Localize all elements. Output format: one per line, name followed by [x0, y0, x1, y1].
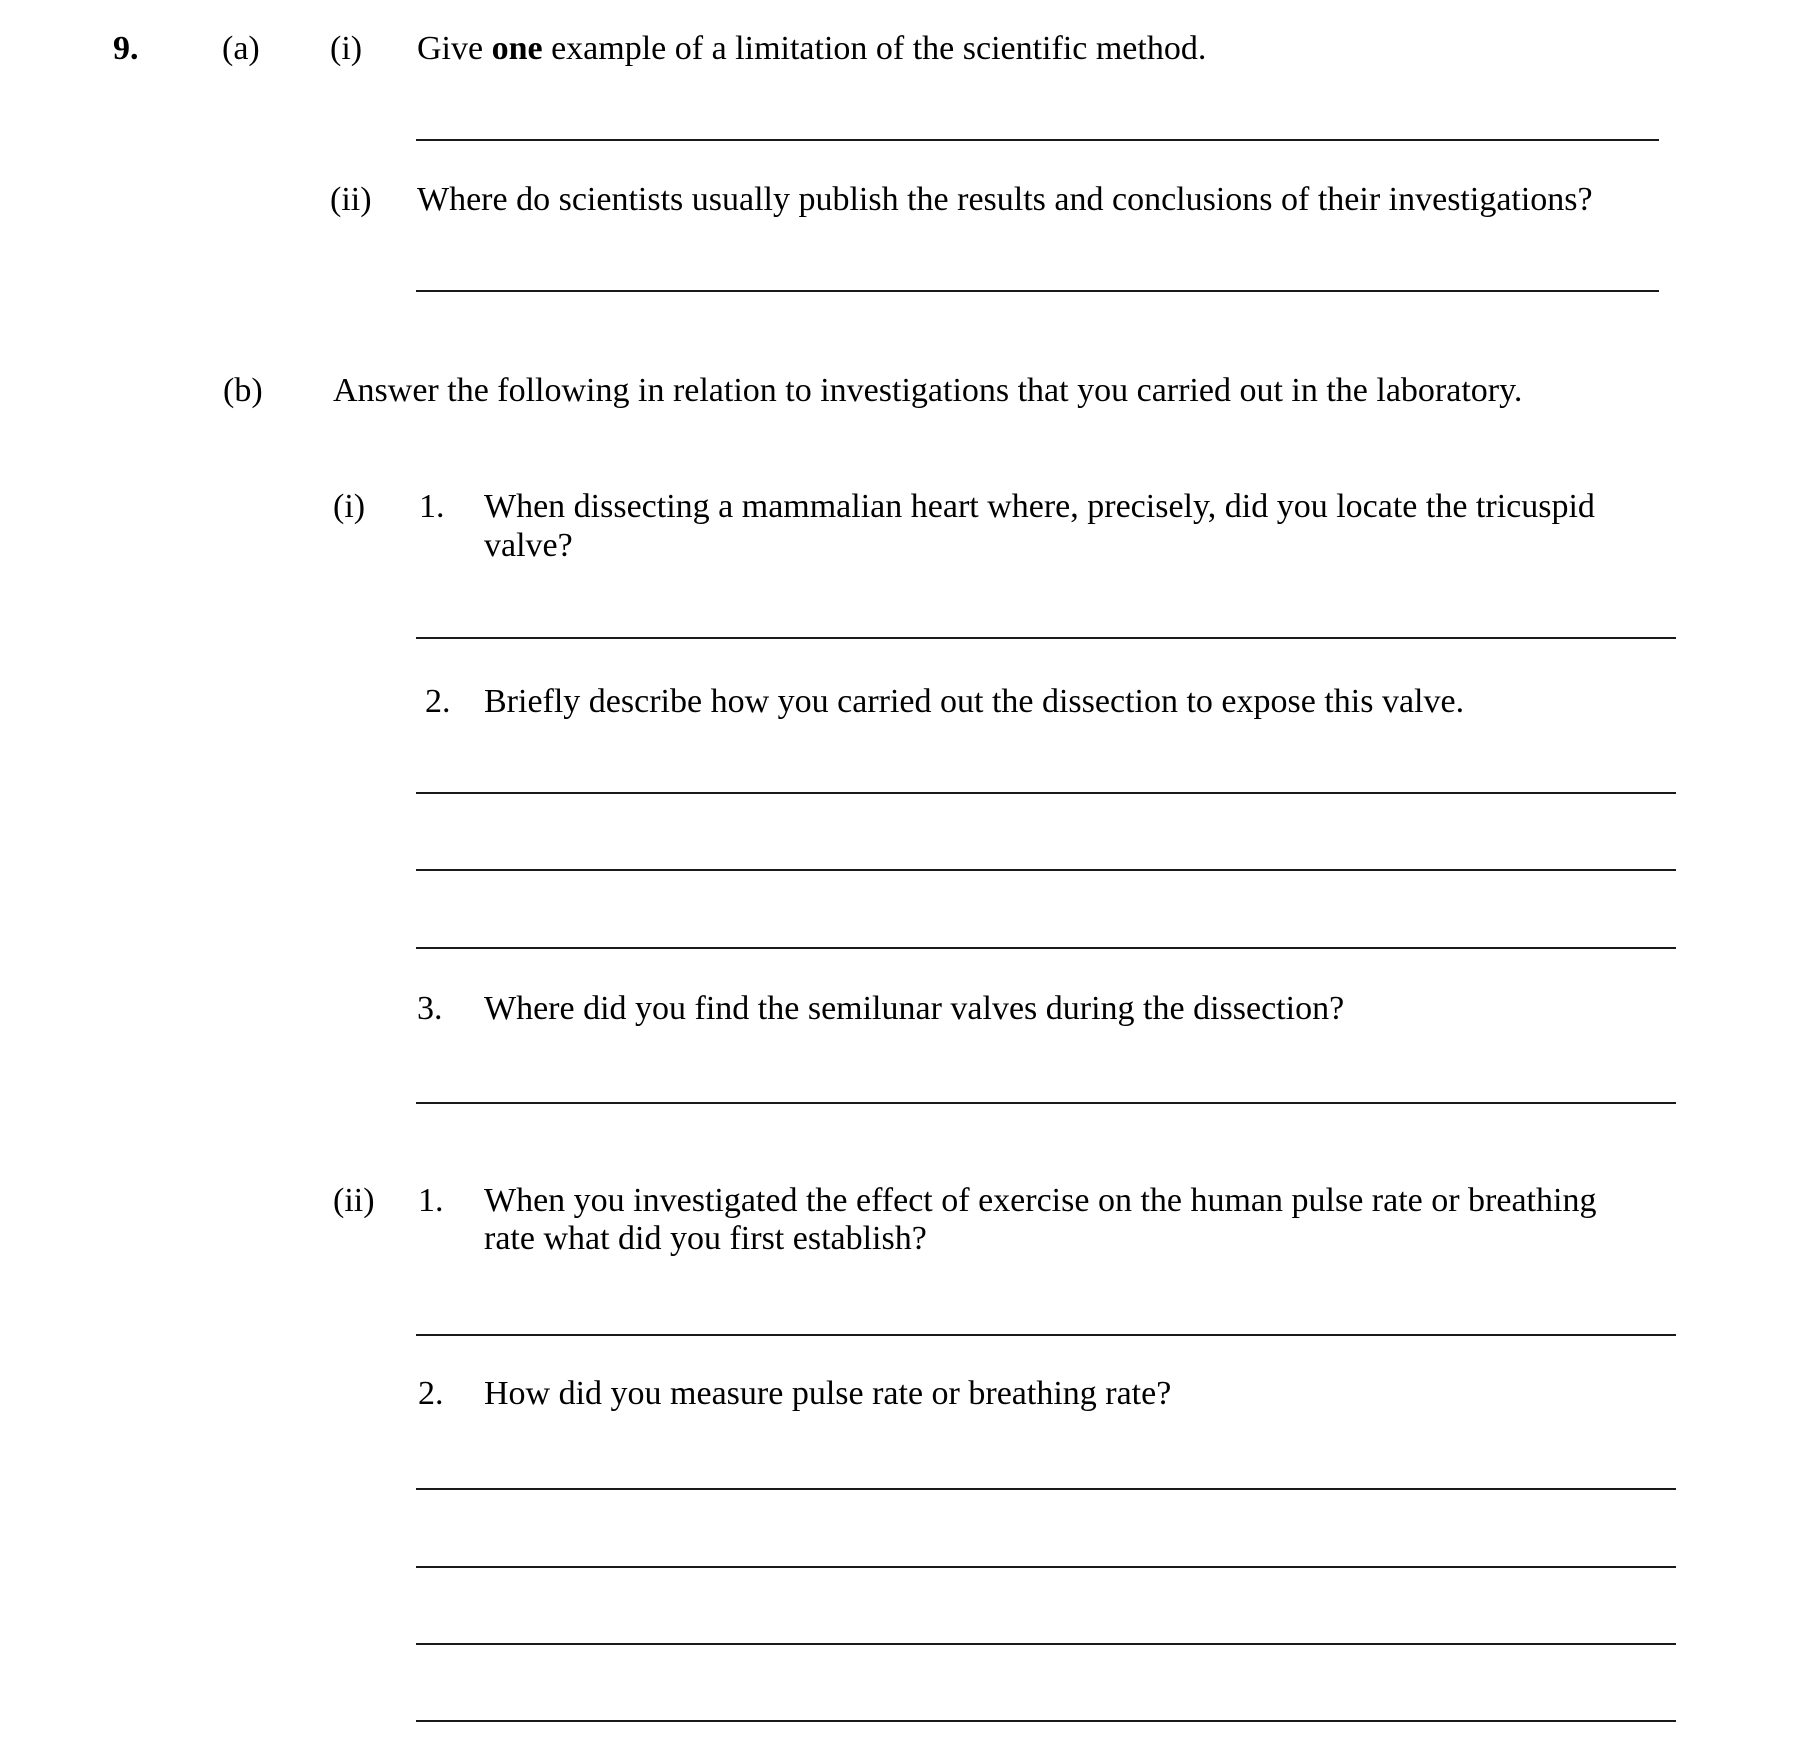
part-a-label: (a) — [222, 30, 260, 67]
part-a-i-label: (i) — [330, 30, 363, 67]
part-a-i-text-after: example of a limitation of the scientific method. — [542, 30, 1207, 67]
answer-line-b-ii-1[interactable] — [416, 1334, 1676, 1336]
part-b-i-2-number: 2. — [425, 683, 451, 720]
answer-line-b-i-3[interactable] — [416, 1102, 1676, 1104]
part-b-ii-1-question-line2: rate what did you first establish? — [484, 1220, 927, 1257]
answer-line-b-ii-2-4[interactable] — [416, 1720, 1676, 1722]
part-b-i-3-question: Where did you find the semilunar valves during the dissection? — [484, 990, 1345, 1027]
part-a-ii-label: (ii) — [330, 181, 372, 218]
part-a-i-text-before: Give — [417, 30, 492, 67]
answer-line-b-ii-2-3[interactable] — [416, 1643, 1676, 1645]
answer-line-b-ii-2-1[interactable] — [416, 1488, 1676, 1490]
part-b-label: (b) — [223, 372, 263, 409]
part-b-i-label: (i) — [333, 488, 366, 525]
answer-line-b-i-2-1[interactable] — [416, 792, 1676, 794]
question-number: 9. — [113, 30, 139, 67]
part-b-ii-1-number: 1. — [418, 1182, 444, 1219]
part-b-ii-1-question-line1: When you investigated the effect of exercise on the human pulse rate or breathing — [484, 1182, 1597, 1219]
part-b-ii-2-number: 2. — [418, 1375, 444, 1412]
part-a-i-text-bold: one — [491, 30, 543, 67]
answer-line-a-i[interactable] — [416, 139, 1659, 141]
answer-line-b-i-2-3[interactable] — [416, 947, 1676, 949]
answer-line-a-ii[interactable] — [416, 290, 1659, 292]
part-b-i-1-number: 1. — [419, 488, 445, 525]
part-a-ii-question: Where do scientists usually publish the results and conclusions of their investigations? — [417, 181, 1593, 218]
part-b-ii-2-question: How did you measure pulse rate or breathing rate? — [484, 1375, 1172, 1412]
part-b-ii-label: (ii) — [333, 1182, 375, 1219]
part-b-i-1-question-line1: When dissecting a mammalian heart where, precisely, did you locate the tricuspid — [484, 488, 1595, 525]
part-b-i-2-question: Briefly describe how you carried out the dissection to expose this valve. — [484, 683, 1465, 720]
part-a-i-question — [417, 32, 1206, 66]
part-b-i-1-question-line2: valve? — [484, 527, 573, 564]
answer-line-b-i-1[interactable] — [416, 637, 1676, 639]
part-b-i-3-number: 3. — [417, 990, 443, 1027]
part-b-intro: Answer the following in relation to investigations that you carried out in the laboratory. — [333, 372, 1523, 409]
answer-line-b-i-2-2[interactable] — [416, 869, 1676, 871]
answer-line-b-ii-2-2[interactable] — [416, 1566, 1676, 1568]
